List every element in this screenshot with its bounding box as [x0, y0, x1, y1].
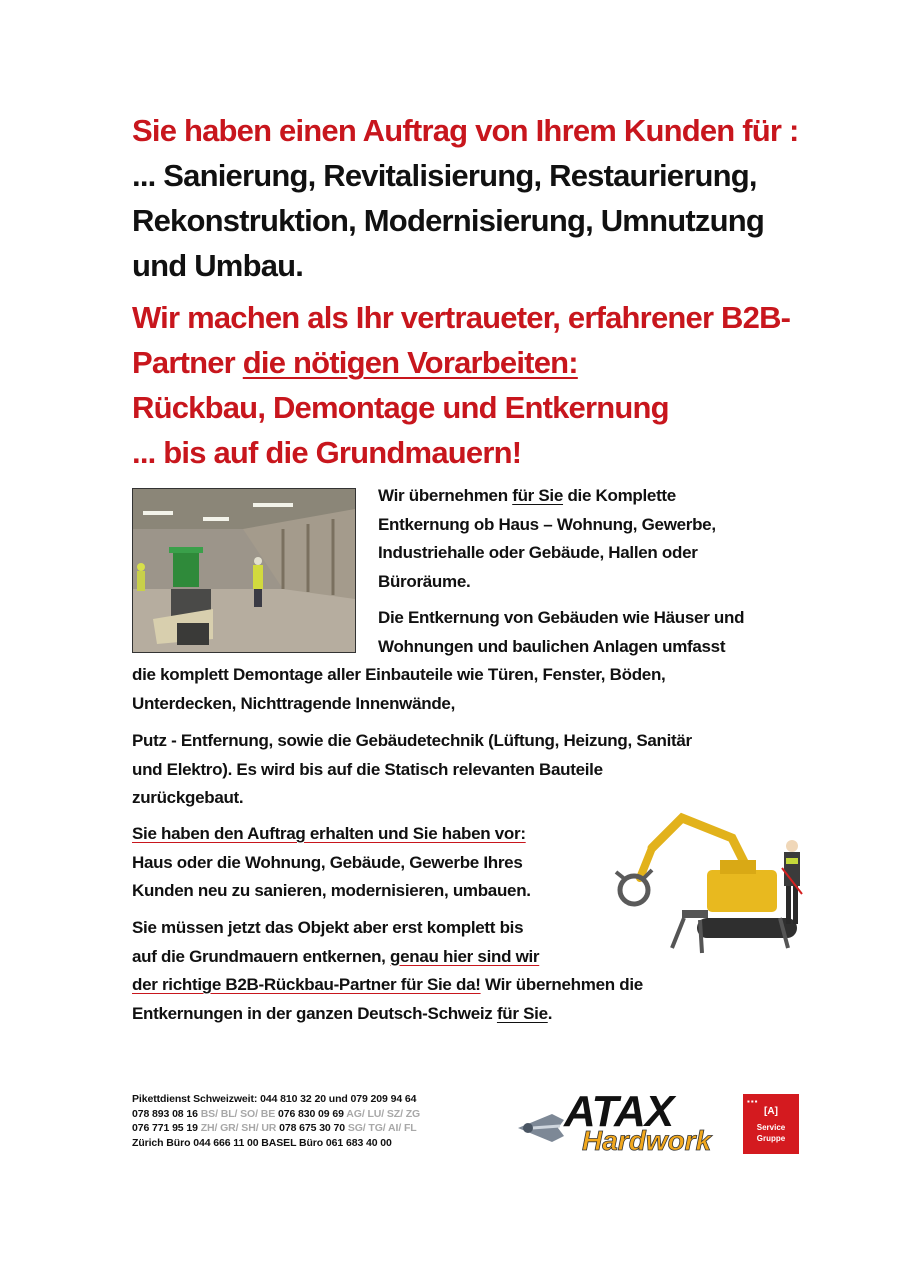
partner-line-4-post: . [547, 1003, 553, 1023]
atax-hardwork-logo [512, 1088, 732, 1158]
regions-aargau: AG/ LU/ SZ/ ZG [346, 1107, 421, 1120]
robot-illustration [612, 808, 808, 968]
contact-block [132, 1092, 512, 1150]
partner-line-3-underlined: der richtige B2B-Rückbau-Partner für Sie da! [132, 975, 481, 994]
phone-stgallen-region: 078 675 30 70 [279, 1122, 345, 1134]
contact-row-2 [132, 1107, 512, 1122]
phone-basel-region: 078 893 08 16 [132, 1107, 198, 1120]
headline-line-3: Rekonstruktion, Modernisierung, Umnutzung [132, 203, 764, 238]
definition-line-3: die komplett Demontage aller Einbauteile wie Türen, Fenster, Böden, [132, 665, 666, 684]
contact-row-3 [132, 1121, 512, 1136]
headline-line-8: ... bis auf die Grundmauern! [132, 435, 522, 470]
badge-line-2: Gruppe [756, 1134, 786, 1143]
order-line-1: Sie haben den Auftrag erhalten und Sie haben vor: [132, 824, 526, 843]
contact-line-4: Zürich Büro 044 666 11 00 BASEL Büro 061 683 40 00 [132, 1136, 392, 1149]
technology-line-3: zurückgebaut. [132, 788, 244, 807]
badge-mark: [A] [764, 1106, 778, 1117]
demolition-robot-photo [612, 808, 808, 968]
intro-pre: Wir übernehmen [378, 486, 513, 505]
regions-stgallen: SG/ TG/ AI/ FL [347, 1122, 417, 1134]
partner-fuer-sie-underlined: für Sie [496, 1003, 548, 1023]
regions-basel: BS/ BL/ SO/ BE [200, 1107, 276, 1120]
logo-sub-text: Hardwork [582, 1125, 712, 1156]
service-gruppe-badge [743, 1094, 799, 1154]
partner-line-1: Sie müssen jetzt das Objekt aber erst komplett bis [132, 918, 524, 937]
order-line-2: Haus oder die Wohnung, Gebäude, Gewerbe Ihres [132, 852, 523, 872]
interior-illustration [133, 489, 355, 652]
technology-paragraph [132, 727, 832, 813]
fuer-sie-underlined: für Sie [512, 486, 564, 505]
intro-line-2: Entkernung ob Haus – Wohnung, Gewerbe, [378, 514, 716, 534]
partner-line-2-underlined: genau hier sind wir [390, 946, 540, 966]
definition-line-4: Unterdecken, Nichttragende Innenwände, [132, 693, 455, 713]
headline-line-4: und Umbau. [132, 248, 304, 283]
order-line-3: Kunden neu zu sanieren, modernisieren, umbauen. [132, 881, 531, 900]
regions-zurich: ZH/ GR/ SH/ UR [200, 1122, 277, 1134]
partner-line-4-pre: Entkernungen in der ganzen Deutsch-Schweiz [132, 1003, 497, 1023]
partner-line-3-post: Wir übernehmen die [480, 975, 643, 994]
partner-line-2-pre: auf die Grundmauern entkernen, [132, 946, 391, 966]
definition-line-2: Wohnungen und baulichen Anlagen umfasst [378, 636, 726, 656]
intro-post: die Komplette [563, 486, 676, 505]
headline-line-6-pre: Partner [132, 345, 243, 380]
intro-paragraph [378, 482, 818, 596]
gutted-interior-photo [132, 488, 356, 653]
order-paragraph [132, 820, 612, 906]
headline-underlined-phrase: die nötigen Vorarbeiten: [242, 345, 578, 380]
headline-line-1: Sie haben einen Auftrag von Ihrem Kunden für : [132, 113, 799, 148]
logo-brand-text: ATAX [564, 1088, 674, 1136]
badge-line-1: Service [756, 1123, 786, 1132]
headline-block [132, 108, 832, 475]
phone-aargau-region: 076 830 09 69 [277, 1107, 344, 1120]
headline-line-5: Wir machen als Ihr vertraueter, erfahrener B2B- [132, 300, 791, 335]
badge-dots: ▪▪▪ [747, 1097, 759, 1106]
headline-line-2: ... Sanierung, Revitalisierung, Restaurierung, [132, 158, 757, 193]
logo-graphic [512, 1088, 732, 1158]
intro-line-4: Büroräume. [378, 571, 471, 591]
technology-line-2: und Elektro). Es wird bis auf die Statisch relevanten Bauteile [132, 759, 603, 779]
definition-paragraph-top [378, 604, 818, 661]
headline-line-6 [132, 340, 832, 385]
intro-line-3: Industriehalle oder Gebäude, Hallen oder [378, 543, 698, 562]
phone-zurich-region: 076 771 95 19 [132, 1122, 198, 1134]
contact-line-1: Pikettdienst Schweizweit: 044 810 32 20 und 079 209 94 64 [132, 1093, 417, 1105]
definition-line-1: Die Entkernung von Gebäuden wie Häuser und [378, 608, 745, 627]
technology-line-1: Putz - Entfernung, sowie die Gebäudetechnik (Lüftung, Heizung, Sanitär [132, 731, 692, 750]
definition-paragraph-bottom [132, 661, 832, 718]
headline-line-7: Rückbau, Demontage und Entkernung [132, 390, 669, 425]
